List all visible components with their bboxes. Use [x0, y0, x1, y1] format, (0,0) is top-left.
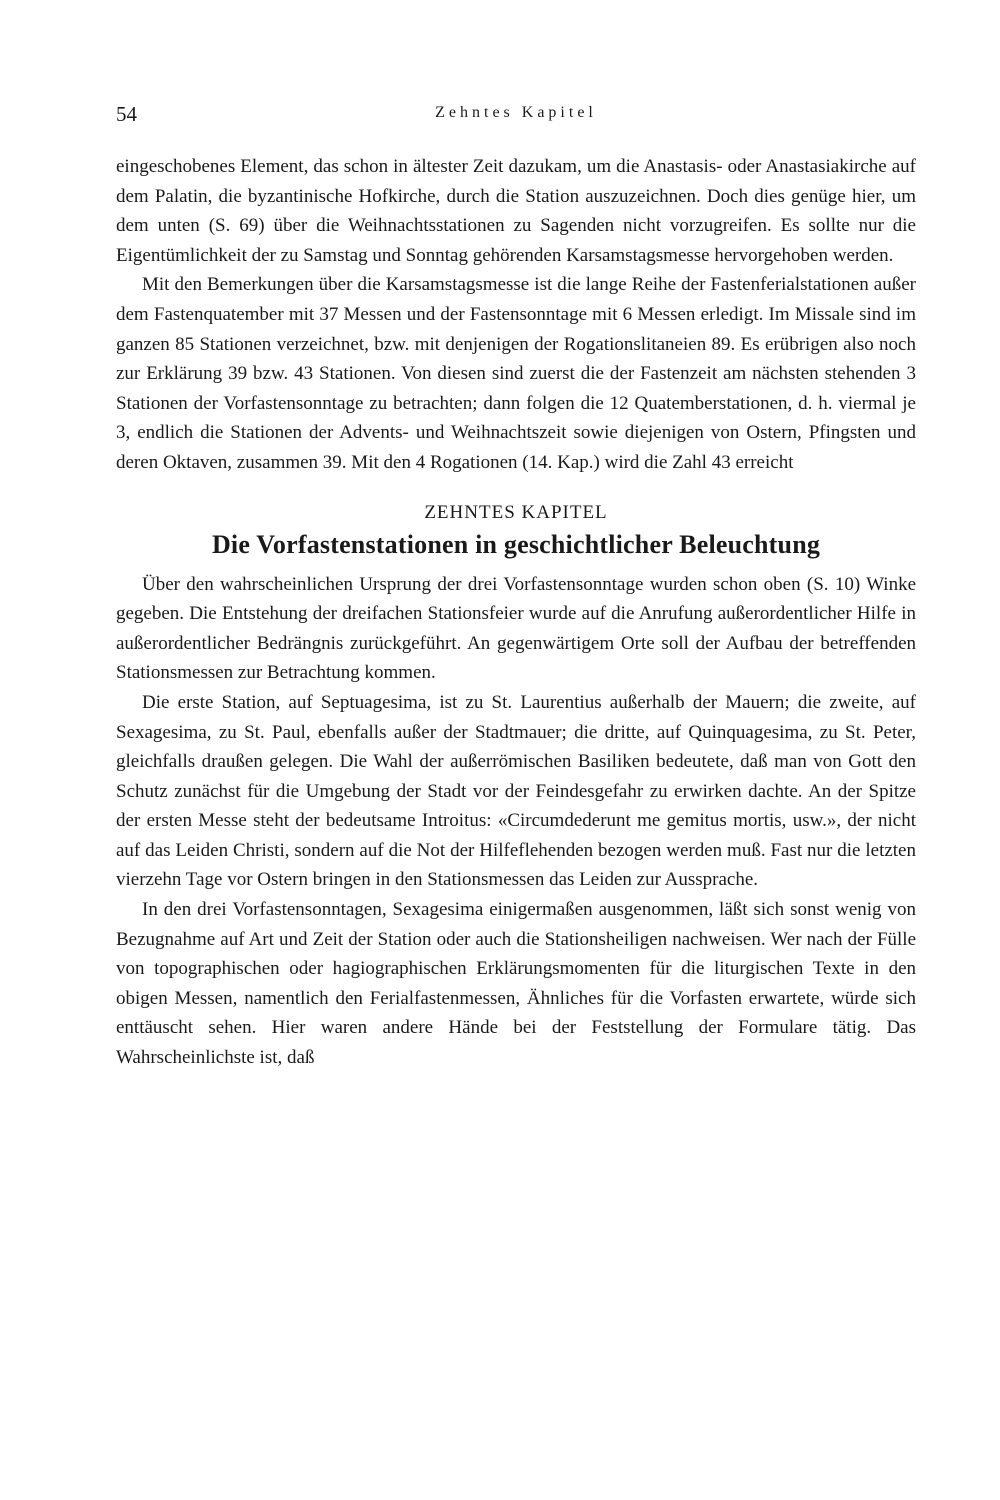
- paragraph: Über den wahrscheinlichen Ursprung der drei Vorfastensonntage wurden schon oben (S. 10) Winke gegeben. Die Entstehung der dreifachen Stationsfeier wurde auf die Anrufung außerordentlicher Hilfe in außerordentlicher Bedrängnis zurückgeführt. An gegenwärtigem Orte soll der Aufbau der betreffenden Stationsmessen zur Betrachtung kommen.: [116, 573, 916, 684]
- paragraph-continuation: eingeschobenes Element, das schon in ältester Zeit dazukam, um die Anastasis- oder Anastasiakirche auf dem Palatin, die byzantinische Hofkirche, durch die Station auszuzeichnen. Doch dies genüge hier, um dem unten (S. 69) über die Weihnachtsstationen zu Sagenden nicht vorzugreifen. Es sollte nur die Eigentümlichkeit der zu Samstag und Sonntag gehörenden Karsamstagsmesse hervorgehoben werden.: [116, 156, 916, 266]
- page-number: 54: [116, 102, 137, 126]
- paragraph: Die erste Station, auf Septuagesima, ist zu St. Laurentius außerhalb der Mauern; die zweite, auf Sexagesima, zu St. Paul, ebenfalls außer der Stadtmauer; die dritte, auf Quinquagesima, zu St. Peter, gleichfalls draußen gelegen. Die Wahl der außerrömischen Basiliken bedeutete, daß man von Gott den Schutz zunächst für die Umgebung der Stadt vor der Feindesgefahr zu erwirken dachte. An der Spitze der ersten Messe steht der bedeutsame Introitus: «Circumdederunt me gemitus mortis, usw.», der nicht auf das Leiden Christi, sondern auf die Not der Hilfeflehenden bezogen werden muß. Fast nur die letzten vierzehn Tage vor Ostern bringen in den Stationsmessen das Leiden zur Aussprache.: [116, 691, 916, 891]
- chapter-title: Die Vorfastenstationen in geschichtlicher Beleuchtung: [211, 529, 821, 559]
- body-text: [116, 152, 916, 1073]
- page-header: [116, 102, 916, 132]
- running-title: Zehntes Kapitel: [435, 104, 597, 121]
- paragraph: In den drei Vorfastensonntagen, Sexagesima einigermaßen ausgenommen, läßt sich sonst wenig von Bezugnahme auf Art und Zeit der Station oder auch die Stationsheiligen nachweisen. Wer nach der Fülle von topographischen oder hagiographischen Erklärungsmomenten für die liturgischen Texte in den obigen Messen, namentlich den Ferialfastenmessen, Ähnliches für die Vorfasten erwartete, würde sich enttäuscht sehen. Hier waren andere Hände bei der Feststellung der Formulare tätig. Das Wahrscheinlichste ist, daß: [116, 899, 916, 1069]
- paragraph: Mit den Bemerkungen über die Karsamstagsmesse ist die lange Reihe der Fastenferialstationen außer dem Fastenquatember mit 37 Messen und der Fastensonntage mit 6 Messen erledigt. Im Missale sind im ganzen 85 Stationen verzeichnet, bzw. mit denjenigen der Rogationslitaneien 89. Es erübrigen also noch zur Erklärung 39 bzw. 43 Stationen. Von diesen sind zuerst die der Fastenzeit am nächsten stehenden 3 Stationen der Vorfastensonntage zu betrachten; dann folgen die 12 Quatemberstationen, d. h. viermal je 3, endlich die Stationen der Advents- und Weihnachtszeit sowie diejenigen von Ostern, Pfingsten und deren Oktaven, zusammen 39. Mit den 4 Rogationen (14. Kap.) wird die Zahl 43 erreicht: [116, 274, 916, 473]
- chapter-label: ZEHNTES KAPITEL: [424, 501, 608, 523]
